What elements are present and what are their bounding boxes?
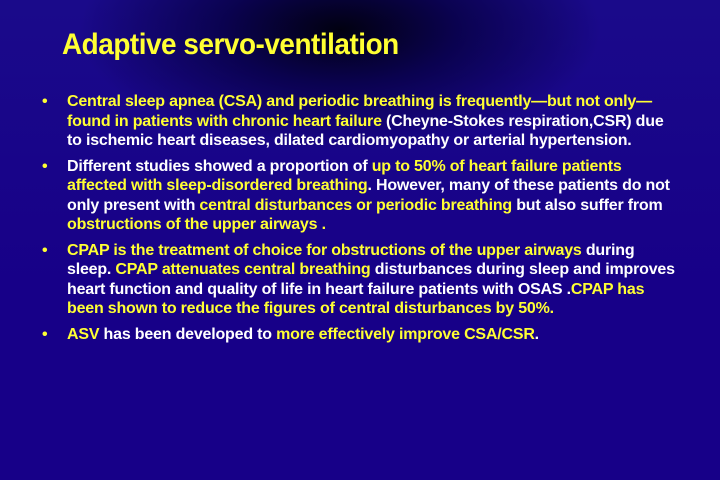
- body-text: but also suffer from: [511, 196, 663, 214]
- bullet-list: [40, 92, 680, 350]
- bullet-item-csa: [40, 92, 680, 151]
- body-text: Different studies showed a proportion of: [67, 157, 372, 175]
- highlight-text: CPAP is the treatment of choice for obstructions of the upper airways: [67, 241, 582, 259]
- highlight-text: central disturbances or periodic breathing: [199, 196, 512, 214]
- bullet-item-cpap: [40, 241, 680, 319]
- body-text: (Cheyne-Stokes respiration,CSR) due to ischemic heart diseases, dilated cardiomyopathy or arterial hypertension.: [67, 112, 664, 149]
- body-text: has been developed to: [99, 325, 277, 343]
- slide-title: Adaptive servo-ventilation: [62, 28, 399, 61]
- body-text: during sleep.: [67, 241, 635, 278]
- body-text: .: [534, 325, 539, 343]
- highlight-text: CPAP has been shown to reduce the figures of central disturbances by 50%.: [67, 280, 645, 317]
- bullet-item-studies: [40, 157, 680, 235]
- highlight-text: obstructions of the upper airways .: [67, 216, 326, 233]
- bullet-icon: •: [42, 157, 48, 175]
- bullet-icon: •: [42, 325, 48, 343]
- body-text: disturbances during sleep and improves heart function and quality of life in heart failure patients with OSAS .: [67, 261, 675, 298]
- bullet-item-asv: [40, 325, 680, 345]
- bullet-icon: •: [42, 241, 48, 259]
- highlight-text: CPAP attenuates central breathing: [115, 261, 371, 278]
- bullet-icon: •: [42, 93, 48, 110]
- highlight-text: ASV: [67, 325, 100, 343]
- highlight-text: more effectively improve CSA/CSR: [276, 325, 535, 343]
- highlight-text: Central sleep apnea (CSA) and periodic breathing is frequently—but not only—found in patients with chronic heart failure: [67, 93, 652, 130]
- highlight-text: up to 50% of heart failure patients affected with sleep-disordered breathing: [67, 157, 622, 194]
- body-text: . However, many of these patients do not only present with: [67, 177, 670, 214]
